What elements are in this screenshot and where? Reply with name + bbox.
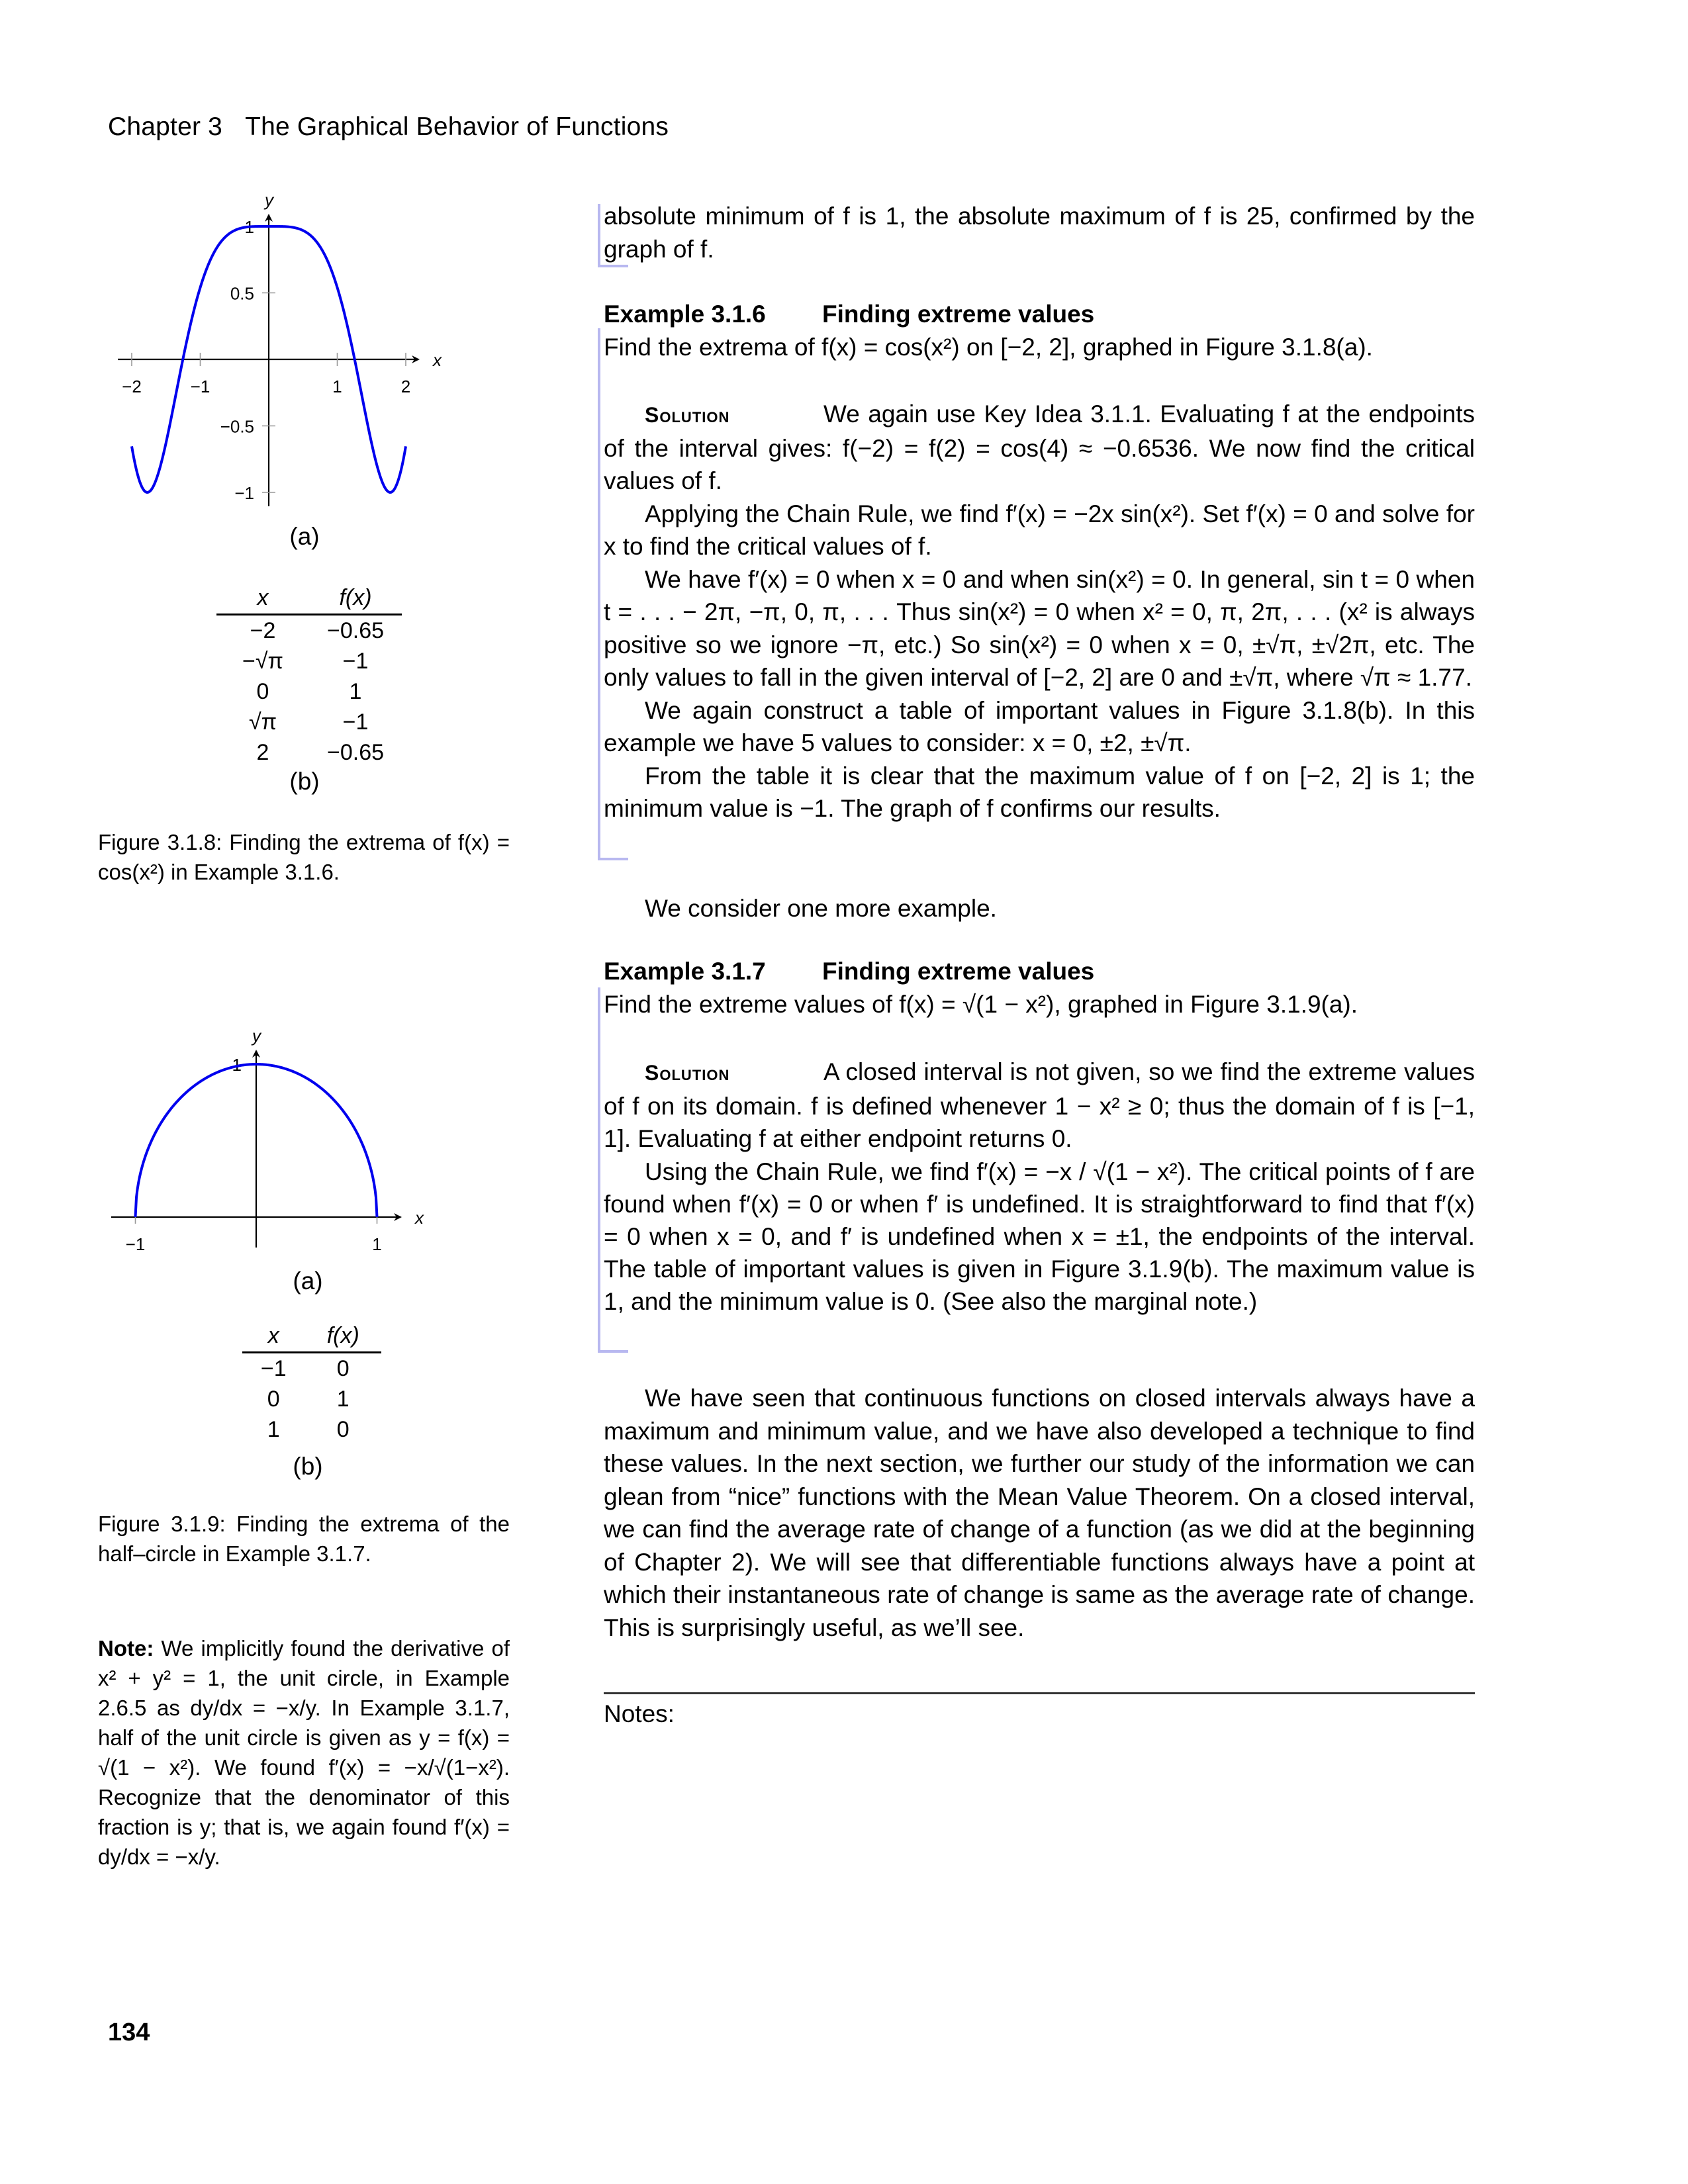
notes-divider — [604, 1692, 1475, 1694]
solution-paragraph: We have f′(x) = 0 when x = 0 and when sin(x²) = 0. In general, sin t = 0 when t = . . . − 2π, −π, 0, π, . . . Thus sin(x²) = 0 when x² = 0, π, 2π, . . . (x² is always positive so we ignore −π, etc.) So sin(x²) = 0 when x = 0, ±√π, ±√2π, etc. The only values to fall in the given interval of [−2, 2] are 0 and ±√π, where √π ≈ 1.77. — [604, 565, 1475, 691]
cell-x: 1 — [267, 1417, 280, 1442]
example-3-1-7-title — [604, 955, 1475, 988]
cell-fx: −0.65 — [326, 618, 385, 643]
x-tick-label: −1 — [190, 377, 211, 396]
figure-3-1-8-graph — [93, 179, 516, 523]
x-axis-label: x — [415, 1208, 424, 1228]
cell-x: 2 — [256, 740, 269, 765]
example-3-1-7 — [604, 955, 1475, 1021]
x-tick-label: 1 — [372, 1234, 382, 1254]
example-number: Example 3.1.6 — [604, 300, 766, 328]
figure-3-1-9-label-b: (b) — [293, 1453, 323, 1480]
figure-3-1-8-table — [216, 582, 402, 768]
cell-fx: −0.65 — [326, 740, 385, 765]
transition-paragraph — [604, 892, 1475, 925]
cell-x: 0 — [267, 1387, 280, 1412]
example-3-1-6 — [604, 298, 1475, 363]
cell-x: √π — [248, 709, 277, 735]
y-axis-label: y — [252, 1026, 261, 1046]
solution-paragraph: A closed interval is not given, so we find the extreme values of f on its domain. f is defined whenever 1 − x² ≥ 0; thus the domain of f is [−1, 1]. Evaluating f at either endpoint returns 0. — [604, 1058, 1475, 1152]
note-text: We implicitly found the derivative of x² + y² = 1, the unit circle, in Example 2.6.5 as dy/dx = −x/y. In Example 3.1.7, half of the unit circle is given as y = f(x) = √(1 − x²). We found f′(x) = −x/√(1−x²). Recognize that the denominator of this fraction is y; that is, we again found f′(x) = dy/dx = −x/y. — [98, 1636, 510, 1869]
cell-fx: 0 — [336, 1356, 350, 1381]
figure-3-1-8-label-a: (a) — [289, 523, 320, 550]
example-3-1-7-solution — [604, 1056, 1475, 1318]
figure-3-1-8-caption: Figure 3.1.8: Finding the extrema of f(x) = cos(x²) in Example 3.1.6. — [98, 830, 510, 884]
page-number: 134 — [108, 2019, 150, 2046]
table-row — [216, 646, 402, 676]
example-number: Example 3.1.7 — [604, 958, 766, 985]
figure-3-1-9-caption: Figure 3.1.9: Finding the extrema of the half–circle in Example 3.1.7. — [98, 1512, 510, 1566]
solution-paragraph: From the table it is clear that the maximum value of f on [−2, 2] is 1; the minimum value is −1. The graph of f confirms our results. — [604, 762, 1475, 822]
continuation-paragraph — [604, 200, 1475, 265]
cell-x: −1 — [260, 1356, 287, 1381]
figure-3-1-9-graph — [93, 1006, 516, 1264]
x-tick-label: 2 — [400, 377, 411, 396]
marginal-note — [98, 1633, 510, 1872]
cell-fx: 1 — [336, 1387, 350, 1412]
y-tick-label: 1 — [232, 1055, 242, 1075]
running-header — [108, 113, 669, 142]
table-header-fx: f(x) — [305, 1320, 382, 1353]
solution-label: Solution — [645, 1061, 730, 1085]
table-row — [242, 1414, 381, 1445]
figure-3-1-8-label-b: (b) — [289, 768, 320, 795]
figure-3-1-9-label-a: (a) — [293, 1267, 323, 1295]
transition-text: We consider one more example. — [645, 895, 997, 922]
solution-paragraph: We again use Key Idea 3.1.1. Evaluating f at the endpoints of the interval gives: f(−2) = f(2) = cos(4) ≈ −0.6536. We now find the critical values of f. — [604, 400, 1475, 494]
table-header-x: x — [216, 582, 309, 615]
table-row — [242, 1384, 381, 1414]
closing-paragraph — [604, 1382, 1475, 1644]
table-header-row — [216, 582, 402, 615]
y-tick-label: −0.5 — [220, 416, 254, 437]
table-header-row — [242, 1320, 381, 1353]
solution-paragraph: Applying the Chain Rule, we find f′(x) = −2x sin(x²). Set f′(x) = 0 and solve for x to find the critical values of f. — [604, 500, 1475, 560]
y-tick-label: −1 — [234, 483, 254, 503]
solution-paragraph: Using the Chain Rule, we find f′(x) = −x / √(1 − x²). The critical points of f are found when f′(x) = 0 or when f′ is undefined. It is straightforward to find that f′(x) = 0 when x = 0, and f′ is undefined when x = ±1, the endpoints of the interval. The table of important values is given in Figure 3.1.9(b). The maximum value is 1, and the minimum value is 0. (See also the marginal note.) — [604, 1158, 1475, 1315]
y-tick-label: 0.5 — [230, 283, 254, 304]
cell-x: −√π — [242, 649, 283, 674]
table-row — [216, 737, 402, 768]
chapter-number: Chapter 3 — [108, 113, 223, 141]
table-row — [216, 615, 402, 647]
cell-fx: 0 — [336, 1417, 350, 1442]
x-tick-label: 1 — [332, 377, 342, 396]
example-heading: Finding extreme values — [822, 300, 1095, 328]
x-tick-label: −2 — [122, 377, 142, 396]
continuation-text: absolute minimum of f is 1, the absolute maximum of f is 25, confirmed by the graph of f. — [604, 203, 1475, 263]
solution-paragraph: We again construct a table of important values in Figure 3.1.8(b). In this example we have 5 values to consider: x = 0, ±2, ±√π. — [604, 696, 1475, 756]
cell-x: −2 — [250, 618, 276, 643]
figure-3-1-9-table — [242, 1320, 381, 1445]
x-axis-label: x — [433, 350, 442, 370]
cell-fx: −1 — [342, 649, 369, 674]
cell-x: 0 — [256, 679, 269, 704]
example-3-1-6-title — [604, 298, 1475, 331]
table-row — [242, 1353, 381, 1385]
notes-label: Notes: — [604, 1700, 675, 1727]
cell-fx: −1 — [342, 709, 369, 735]
example-3-1-6-solution — [604, 398, 1475, 825]
example-statement: Find the extrema of f(x) = cos(x²) on [−2, 2], graphed in Figure 3.1.8(a). — [604, 333, 1373, 361]
example-heading: Finding extreme values — [822, 958, 1095, 985]
table-header-fx: f(x) — [309, 582, 402, 615]
x-tick-label: −1 — [125, 1234, 146, 1254]
table-row — [216, 707, 402, 737]
y-tick-label: 1 — [244, 217, 254, 237]
note-label: Note: — [98, 1636, 154, 1661]
closing-text: We have seen that continuous functions on closed intervals always have a maximum and minimum value, and we have also developed a technique to find these values. In the next section, we further our study of the information we can glean from “nice” functions with the Mean Value Theorem. On a closed interval, we can find the average rate of change of a function (as we did at the beginning of Chapter 2). We will see that differentiable functions always have a point at which their instantaneous rate of change is same as the average rate of change. This is surprisingly useful, as we’ll see. — [604, 1385, 1475, 1641]
table-header-x: x — [242, 1320, 305, 1353]
solution-label: Solution — [645, 403, 730, 427]
y-axis-label: y — [265, 190, 273, 210]
table-row — [216, 676, 402, 707]
cell-fx: 1 — [349, 679, 362, 704]
chapter-title: The Graphical Behavior of Functions — [245, 113, 669, 141]
example-statement: Find the extreme values of f(x) = √(1 − x²), graphed in Figure 3.1.9(a). — [604, 990, 1358, 1018]
